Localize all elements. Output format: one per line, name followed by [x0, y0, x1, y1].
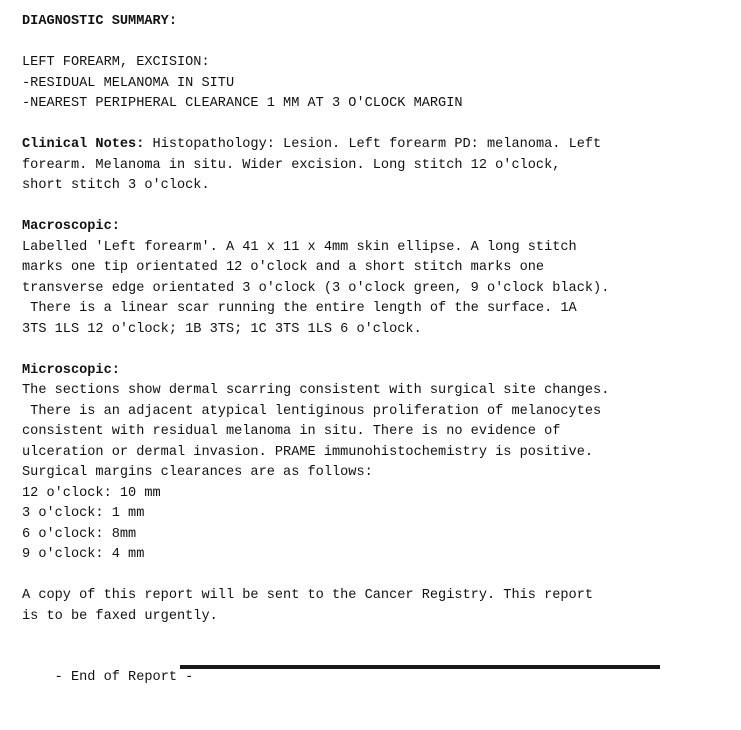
clinical-notes-line: short stitch 3 o'clock.: [22, 178, 210, 193]
clinical-notes-label: Clinical Notes:: [22, 137, 145, 152]
clinical-notes-line: [22, 135, 734, 156]
diagnostic-summary-heading: DIAGNOSTIC SUMMARY:: [22, 14, 177, 29]
microscopic-line: The sections show dermal scarring consistent with surgical site changes.: [22, 383, 610, 398]
footer-line: A copy of this report will be sent to the Cancer Registry. This report: [22, 588, 594, 603]
spacer: [22, 33, 734, 54]
margin-clearance-9: 9 o'clock: 4 mm: [22, 547, 145, 562]
macroscopic-heading: Macroscopic:: [22, 219, 120, 234]
diagnostic-summary-line: LEFT FOREARM, EXCISION:: [22, 55, 210, 70]
microscopic-line: consistent with residual melanoma in situ. There is no evidence of: [22, 424, 561, 439]
microscopic-line: Surgical margins clearances are as follows:: [22, 465, 373, 480]
spacer: [22, 115, 734, 136]
macroscopic-line: There is a linear scar running the entire length of the surface. 1A: [22, 301, 577, 316]
microscopic-line: ulceration or dermal invasion. PRAME immunohistochemistry is positive.: [22, 444, 594, 460]
end-of-report-rule: [180, 665, 660, 669]
margin-clearance-12: 12 o'clock: 10 mm: [22, 485, 161, 501]
microscopic-line: There is an adjacent atypical lentiginous proliferation of melanocytes: [22, 403, 602, 419]
margin-clearance-3: 3 o'clock: 1 mm: [22, 506, 145, 521]
margin-clearance-6: 6 o'clock: 8mm: [22, 526, 137, 542]
spacer: [22, 340, 734, 361]
macroscopic-line: marks one tip orientated 12 o'clock and a short stitch marks one: [22, 260, 545, 275]
spacer: [22, 566, 734, 587]
macroscopic-line: 3TS 1LS 12 o'clock; 1B 3TS; 1C 3TS 1LS 6 o'clock.: [22, 321, 422, 337]
spacer: [22, 197, 734, 218]
clinical-notes-line: forearm. Melanoma in situ. Wider excision. Long stitch 12 o'clock,: [22, 157, 561, 173]
end-of-report-row: [22, 648, 734, 685]
diagnostic-summary-line: -RESIDUAL MELANOMA IN SITU: [22, 75, 235, 91]
macroscopic-line: Labelled 'Left forearm'. A 41 x 11 x 4mm skin ellipse. A long stitch: [22, 239, 577, 255]
footer-line: is to be faxed urgently.: [22, 608, 218, 624]
microscopic-heading: Microscopic:: [22, 362, 120, 378]
end-of-report-text: - End of Report -: [54, 670, 194, 685]
clinical-notes-text: Histopathology: Lesion. Left forearm PD: melanoma. Left: [144, 137, 602, 152]
pathology-report: [22, 12, 734, 685]
diagnostic-summary-line: -NEAREST PERIPHERAL CLEARANCE 1 MM AT 3 O'CLOCK MARGIN: [22, 96, 463, 111]
macroscopic-line: transverse edge orientated 3 o'clock (3 o'clock green, 9 o'clock black).: [22, 280, 610, 296]
spacer: [22, 627, 734, 648]
